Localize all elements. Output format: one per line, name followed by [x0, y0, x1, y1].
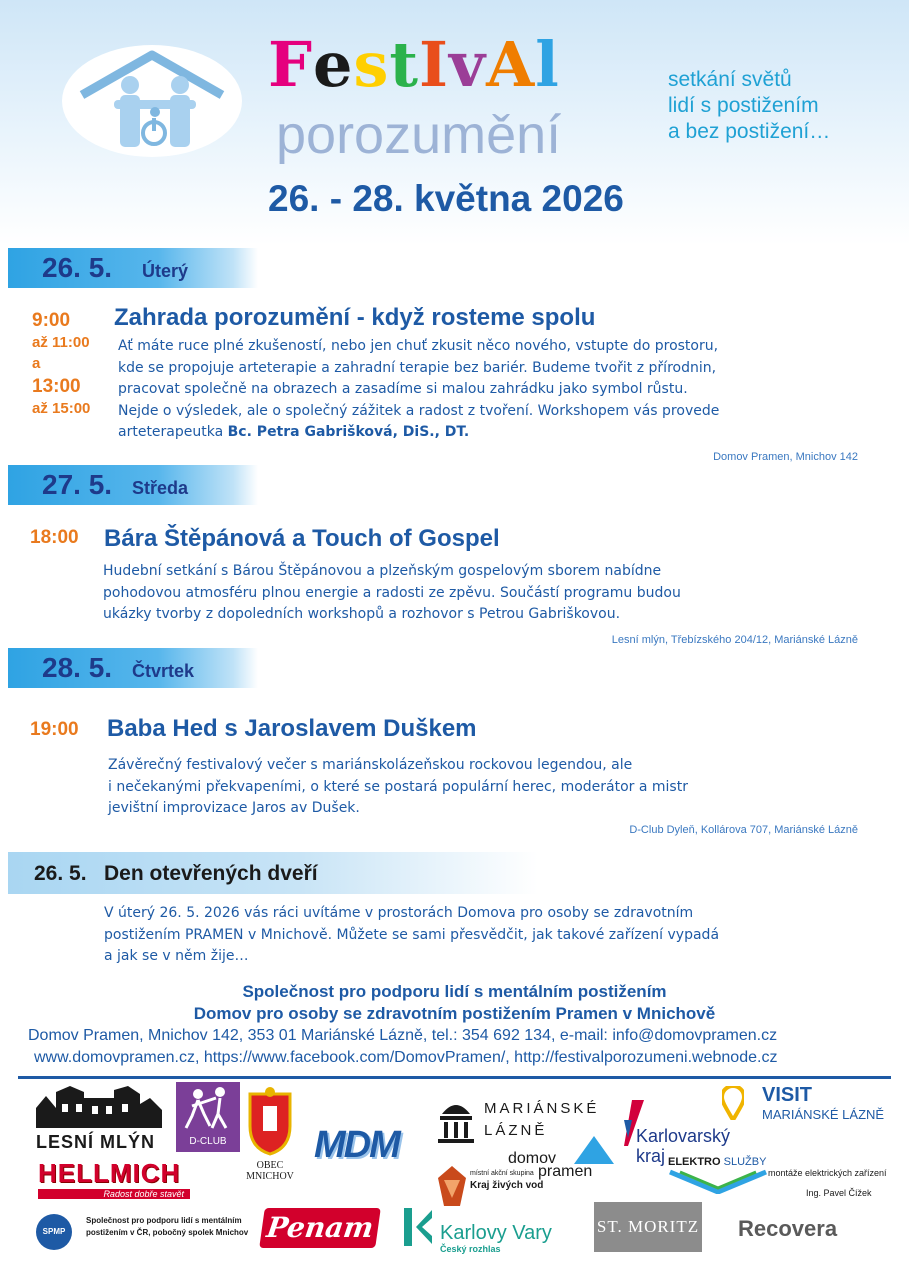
day-weekday: Úterý [142, 261, 189, 281]
day-bar-2 [8, 465, 258, 505]
text-line: postižením PRAMEN v Mnichově. Můžete se sami přesvědčit, jak takové zařízení vypadá [104, 926, 720, 943]
title-letter: I [419, 28, 450, 101]
text-line: i nečekanými překvapeními, o které se postará populární herec, moderátor a mistr [108, 778, 688, 795]
st-moritz-text: ST. MORITZ [596, 1217, 700, 1236]
open-day-date: 26. 5. [34, 862, 87, 885]
title-letter: s [353, 28, 390, 101]
day-date: 27. 5. [42, 469, 113, 500]
elektro-description: montáže elektrických zařízení [768, 1168, 887, 1178]
event-time: až 15:00 [32, 400, 91, 417]
mnichov-text: MNICHOV [246, 1171, 294, 1182]
event-title: Zahrada porozumění - když rosteme spolu [114, 304, 596, 331]
spmp-text-2: postižením v ČR, pobočný spolek Mnichov [86, 1228, 249, 1237]
tagline-line: lidí s postižením [668, 94, 819, 117]
dclub-logo [176, 1082, 240, 1152]
festival-subtitle: porozumění [276, 105, 562, 165]
st-moritz-logo [594, 1202, 702, 1252]
festival-dates: 26. - 28. května 2026 [268, 178, 624, 219]
title-letter: A [486, 28, 536, 101]
event-time: 13:00 [32, 376, 81, 397]
divider [18, 1076, 891, 1079]
marianske-lazne-emblem [436, 1094, 476, 1144]
title-letter: F [268, 28, 314, 101]
text-line: a jak se v něm žije… [104, 948, 249, 964]
event-time: 18:00 [30, 527, 79, 548]
text-line: pracovat společně na obrazech a zasadíme si malou zahrádku jako symbol růstu. [118, 381, 688, 397]
hellmich-text: HELLMICH [38, 1158, 181, 1188]
event-description [118, 336, 838, 444]
text-line: kde se propojuje arteterapie a zahradní terapie bez bariér. Budeme tvořit z přírodnin, [118, 359, 717, 376]
text-line [118, 422, 838, 444]
house-logo [62, 45, 242, 157]
event-description [108, 755, 828, 820]
organizer-line-2: Domov pro osoby se zdravotním postižením Pramen v Mnichově [193, 1004, 716, 1023]
day-bar-1 [8, 248, 258, 288]
day-date: 26. 5. [42, 252, 113, 283]
elektro-sluzby-logo [668, 1156, 768, 1196]
spmp-logo: SPMP [36, 1214, 72, 1250]
recovera-logo: Recovera [738, 1216, 838, 1241]
elektro-owner: Ing. Pavel Čížek [806, 1188, 872, 1198]
marianske-text: MARIÁNSKÉ [484, 1100, 600, 1117]
visit-pin-icon [722, 1086, 744, 1124]
event-time: 9:00 [32, 310, 71, 331]
obec-text: OBEC [256, 1160, 284, 1171]
cesky-rozhlas-text: Český rozhlas [440, 1244, 501, 1254]
day-weekday: Čtvrtek [132, 661, 195, 681]
obec-mnichov-logo [240, 1086, 300, 1196]
title-letter: v [449, 28, 487, 101]
penam-text: Penam [264, 1211, 376, 1244]
spmp-text-1: Společnost pro podporu lidí s mentálním [86, 1216, 242, 1225]
kraj-vod-text: Kraj živých vod [470, 1180, 544, 1191]
text-line: V úterý 26. 5. 2026 vás ráci uvítáme v prostorách Domova pro osoby se zdravotním [104, 905, 694, 921]
title-letter: e [313, 28, 354, 101]
event-time: 19:00 [30, 719, 79, 740]
text-line: pohodovou atmosféru plnou energie a radosti ze zpěvu. Součástí programu budou [103, 584, 681, 601]
title-letter: t [389, 28, 420, 101]
kraj-vod-label: místní akční skupina [470, 1170, 534, 1177]
title-letter: l [535, 28, 560, 101]
organizer-line-1: Společnost pro podporu lidí s mentálním postižením [242, 982, 667, 1001]
contact-line-2: www.domovpramen.cz, https://www.facebook.com/DomovPramen/, http://festivalporozumeni.webnode.cz [34, 1049, 778, 1066]
hellmich-slogan: Radost dobře stavět [38, 1189, 190, 1199]
visit-text: VISIT [762, 1084, 813, 1106]
event-description [103, 561, 823, 626]
dclub-text: D-CLUB [189, 1136, 227, 1147]
open-day-title: Den otevřených dveří [104, 862, 318, 885]
day-bar-3 [8, 648, 258, 688]
festival-title [268, 30, 560, 100]
elektro-text: ELEKTRO [668, 1156, 721, 1168]
lazne-text: LÁZNĚ [484, 1122, 548, 1139]
tagline [668, 67, 830, 145]
penam-logo [259, 1208, 381, 1248]
day-date: 28. 5. [42, 652, 113, 683]
tagline-line: a bez postižení… [668, 120, 831, 143]
visit-marianske-text: MARIÁNSKÉ LÁZNĚ [762, 1107, 885, 1122]
event-time: a [32, 355, 41, 372]
karlovarsky-text: Karlovarský [636, 1126, 731, 1146]
pramen-text: pramen [538, 1163, 593, 1180]
karlovy-vary-text: Karlovy Vary [440, 1222, 552, 1244]
text-line: Hudební setkání s Bárou Štěpánovou a plzeňským gospelovým sborem nabídne [103, 563, 662, 579]
event-location: D-Club Dyleň, Kollárova 707, Mariánské Lázně [629, 824, 858, 836]
kraj-text: kraj [636, 1146, 666, 1166]
lesni-mlyn-text: LESNÍ MLÝN [36, 1132, 156, 1152]
text-line: Nejde o výsledek, ale o společný zážitek a radost z tvoření. Workshopem vás provede [118, 402, 720, 419]
hellmich-logo [38, 1158, 190, 1202]
tagline-line: setkání světů [668, 68, 792, 91]
text-line: ukázky tvorby z dopoledních workshopů a rozhovor s Petrou Gabriškovou. [103, 606, 621, 622]
text-line: jevištní improvizace Jaros av Dušek. [108, 800, 360, 816]
event-location: Domov Pramen, Mnichov 142 [713, 451, 858, 463]
sluzby-text: SLUŽBY [723, 1156, 767, 1168]
text-line: Závěrečný festivalový večer s mariánskolázeňskou rockovou legendou, ale [108, 757, 633, 773]
mdm-logo: MDM [314, 1124, 399, 1166]
event-title: Baba Hed s Jaroslavem Duškem [107, 715, 477, 742]
therapist-name: Bc. Petra Gabrišková, DiS., DT. [227, 424, 470, 440]
open-day-description [104, 903, 824, 968]
event-title: Bára Štěpánová a Touch of Gospel [104, 525, 500, 552]
cro-karlovy-vary-icon [404, 1208, 434, 1250]
event-time: až 11:00 [32, 334, 90, 351]
domov-text: domov [508, 1150, 557, 1167]
text-prefix: arteterapeutka [118, 424, 228, 440]
contact-line-1: Domov Pramen, Mnichov 142, 353 01 Mariánské Lázně, tel.: 354 692 134, e-mail: info@domovpramen.cz [28, 1027, 778, 1044]
event-location: Lesní mlýn, Třebízského 204/12, Mariánské Lázně [611, 634, 858, 646]
kraj-zivych-vod-emblem [438, 1166, 466, 1210]
text-line: Ať máte ruce plné zkušeností, nebo jen chuť zkusit něco nového, vstupte do prostoru, [118, 338, 719, 354]
lesni-mlyn-logo [36, 1086, 162, 1150]
day-weekday: Středa [132, 478, 189, 498]
